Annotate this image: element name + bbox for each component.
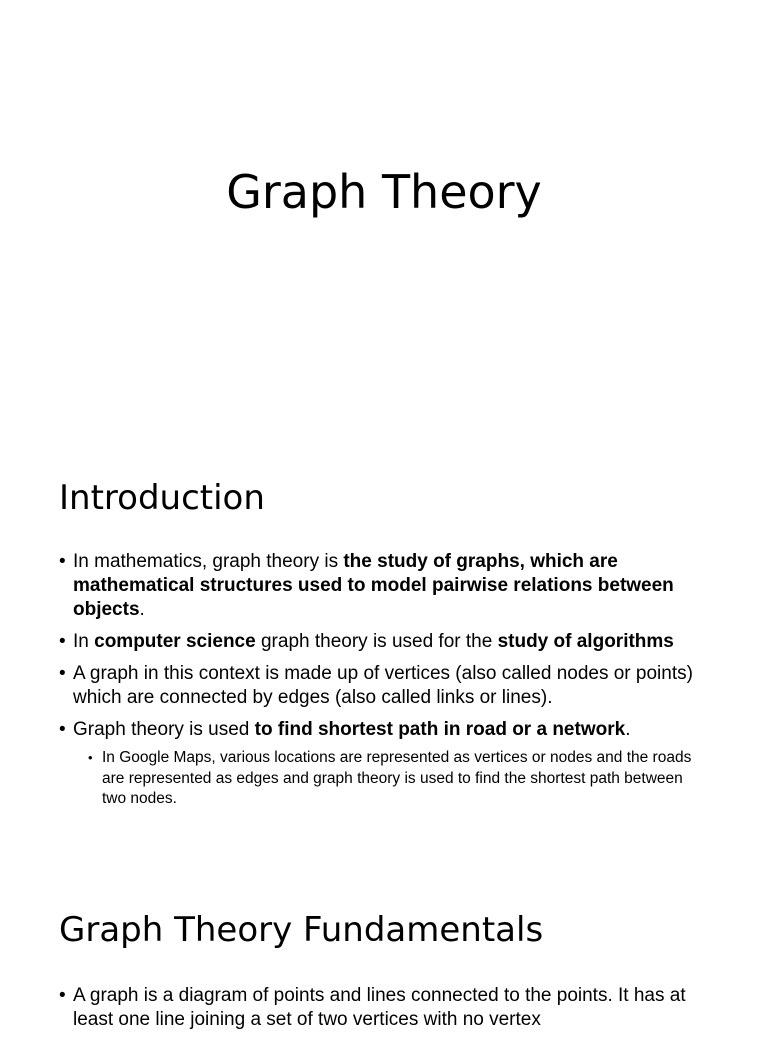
title-slide (0, 0, 768, 432)
introduction-bullet-list (59, 550, 709, 818)
introduction-heading: Introduction (59, 478, 265, 518)
bullet-computer-science: • In computer science graph theory is used for the study of algorithms (59, 631, 674, 652)
page-title: Graph Theory (226, 165, 542, 219)
sub-bullet-google-maps: • In Google Maps, various locations are represented as vertices or nodes and the roads are represented as edges and graph theory is used to find the shortest path between two nodes. (88, 749, 692, 807)
bullet-dot-icon: • (59, 719, 66, 740)
fundamentals-heading: Graph Theory Fundamentals (59, 910, 544, 950)
fundamentals-bullet-list (59, 984, 709, 1040)
sub-bullet-list (73, 748, 709, 810)
bullet-shortest-path: • Graph theory is used to find shortest path in road or a network. • In Google Maps, various locations are represented as vertices or nodes and the roads are represented as edges and graph theory is used to find the shortest path between two nodes. (59, 718, 709, 810)
bullet-graph-theory-definition: • In mathematics, graph theory is the study of graphs, which are mathematical structures used to model pairwise relations between objects. (59, 551, 674, 620)
bullet-dot-icon: • (59, 985, 66, 1006)
bullet-dot-icon: • (59, 551, 66, 572)
bullet-dot-icon: • (59, 631, 66, 652)
sub-bullet-dot-icon: • (88, 750, 93, 765)
bullet-dot-icon: • (59, 663, 66, 684)
bullet-vertices-edges: • A graph in this context is made up of vertices (also called nodes or points) which are connected by edges (also called links or lines). (59, 663, 693, 708)
bullet-graph-definition: • A graph is a diagram of points and lines connected to the points. It has at least one line joining a set of two vertices with no vertex (59, 985, 686, 1030)
